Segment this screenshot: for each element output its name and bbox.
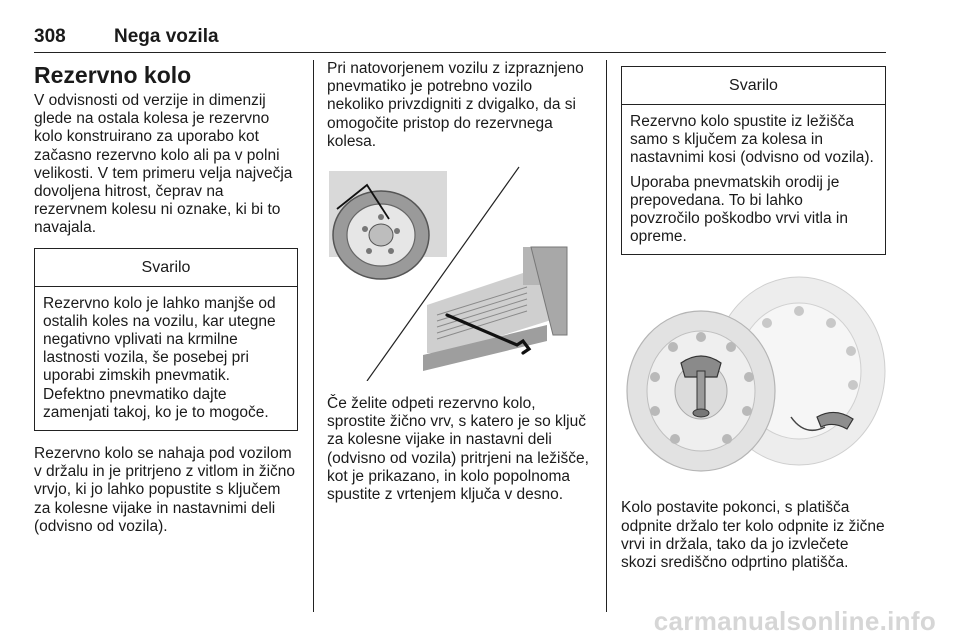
column-right [621,60,886,572]
column-divider [313,60,314,612]
column-left [34,60,298,536]
release-paragraph: Če želite odpeti rezervno kolo, sprostite žično vrv, s katero je so ključ za kolesne vijake in nastavni deli (odvisno od vozila) pritrjeni na ležišče, kot je prikazano, in kolo popolnoma spustite z vrtenjem ključa v desno. [327,395,589,504]
wheel-holder-illustration [621,267,886,485]
warning-text: Uporaba pnevmatskih orodij je prepovedana. To bi lahko povzročilo poškodbo vrvi vitla in opreme. [630,173,848,246]
warning-heading: Svarilo [622,67,885,105]
warning-text: Rezervno kolo je lahko manjše od ostalih koles na vozilu, kar utegne negativno vplivati na krmilne lastnosti vozila, še posebej pri uporabi zimskih pnevmatik. Defektno pnevmatiko dajte zamenjati takoj, ko je to mogoče. [43,294,276,421]
intro-paragraph: V odvisnosti od verzije in dimenzij glede na ostala kolesa je rezervno kolo konstruirano za uporabo kot začasno rezervno kolo ali pa v polni velikosti. V tem primeru velja največja dovoljena hitrost, čeprav na rezervnem kolesu ni oznake, ki bi to navajala. [34,92,293,237]
location-paragraph: Rezervno kolo se nahaja pod vozilom v držalu in je pritrjeno z vitlom in žično vrvjo, ki jo lahko popustite s ključem za kolesne vijake in nastavnimi deli (odvisno od vozila). [34,445,296,535]
jack-paragraph: Pri natovorjenem vozilu z izpraznjeno pnevmatiko je potrebno vozilo nekoliko privzdigniti z dvigalko, da si omogočite pristop do rezervnega kolesa. [327,60,584,150]
page-number: 308 [34,26,66,47]
chapter-title: Nega vozila [114,26,219,47]
warning-box [621,66,886,255]
section-title: Rezervno kolo [34,62,192,88]
warning-box [34,248,298,431]
column-divider [606,60,607,612]
page-header [34,22,886,53]
watermark-text: carmanualsonline.info [653,606,936,636]
warning-text: Rezervno kolo spustite iz ležišča samo s ključem za kolesa in nastavnimi kosi (odvisno od vozila). [630,113,874,167]
watermark [0,606,960,637]
spare-wheel-lowering-illustration [327,165,593,381]
column-middle [327,60,593,504]
holder-paragraph: Kolo postavite pokonci, s platišča odpnite držalo ter kolo odpnite iz žične vrvi in držala, tako da jo izvlečete skozi središčno odprtino platišča. [621,499,885,572]
warning-heading: Svarilo [35,249,297,287]
